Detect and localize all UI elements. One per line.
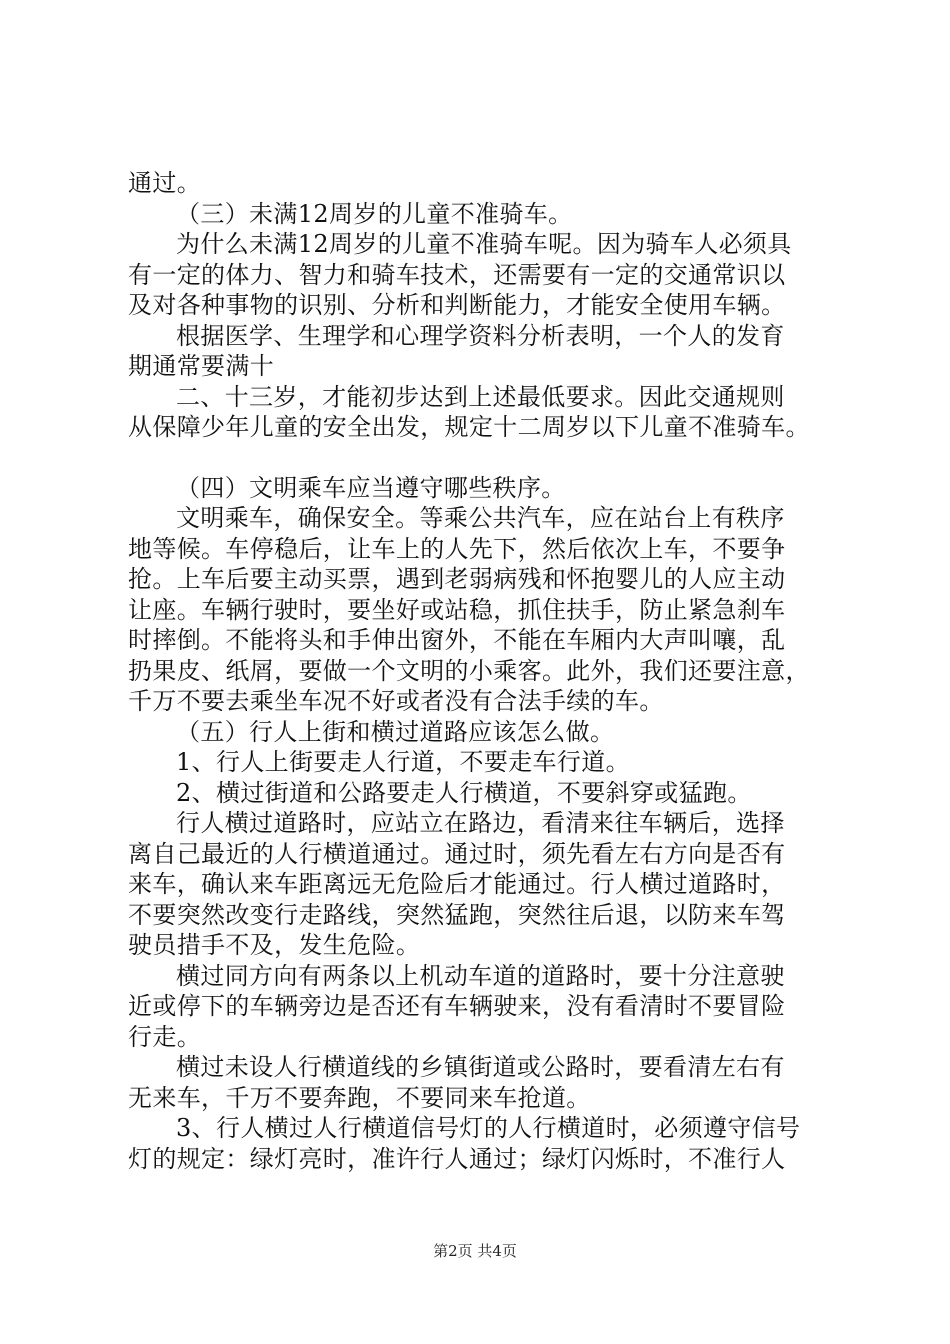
document-body bbox=[128, 168, 838, 1174]
text-line: 近或停下的车辆旁边是否还有车辆驶来，没有看清时不要冒险 bbox=[128, 992, 786, 1020]
text-line: 来车，确认来车距离远无危险后才能通过。行人横过道路时， bbox=[128, 870, 786, 898]
text-line: 让座。车辆行驶时，要坐好或站稳，抓住扶手，防止紧急刹车 bbox=[128, 595, 786, 624]
text-line: 扔果皮、纸屑，要做一个文明的小乘客。此外，我们还要注意， bbox=[128, 656, 810, 685]
text-line: 横过未设人行横道线的乡镇街道或公路时，要看清左右有 bbox=[176, 1053, 785, 1081]
text-line: 驶员措手不及，发生危险。 bbox=[128, 931, 421, 959]
text-line: 文明乘车，确保安全。等乘公共汽车，应在站台上有秩序 bbox=[176, 504, 785, 532]
text-line: 地等候。车停稳后，让车上的人先下，然后依次上车，不要争 bbox=[128, 534, 786, 563]
text-line: 有一定的体力、智力和骑车技术，还需要有一定的交通常识以 bbox=[128, 260, 786, 289]
text-line: 横过同方向有两条以上机动车道的道路时，要十分注意驶 bbox=[176, 961, 785, 990]
text-line: 根据医学、生理学和心理学资料分析表明，一个人的发育 bbox=[176, 321, 785, 350]
text-line: 时摔倒。不能将头和手伸出窗外，不能在车厢内大声叫嚷，乱 bbox=[128, 626, 786, 654]
paragraph-gap bbox=[128, 443, 838, 473]
text-line: 行人横过道路时，应站立在路边，看清来往车辆后，选择 bbox=[176, 809, 785, 837]
text-line: 灯的规定：绿灯亮时，准许行人通过；绿灯闪烁时，不准行人 bbox=[128, 1144, 786, 1173]
list-item: 1、行人上街要走人行道，不要走车行道。 bbox=[176, 748, 630, 776]
page-number-footer: 第2页 共4页 bbox=[433, 1242, 517, 1260]
text-line: 千万不要去乘坐车况不好或者没有合法手续的车。 bbox=[128, 687, 664, 715]
section-heading-3: （三）未满12周岁的儿童不准骑车。 bbox=[176, 199, 573, 228]
text-line: 离自己最近的人行横道通过。通过时，须先看左右方向是否有 bbox=[128, 839, 786, 868]
list-item: 3、行人横过人行横道信号灯的人行横道时，必须遵守信号 bbox=[176, 1114, 801, 1142]
text-line: 无来车，千万不要奔跑，不要同来车抢道。 bbox=[128, 1083, 591, 1112]
section-heading-5: （五）行人上街和横过道路应该怎么做。 bbox=[176, 717, 615, 746]
text-line: 二、十三岁，才能初步达到上述最低要求。因此交通规则 bbox=[176, 382, 785, 411]
text-line: 为什么未满12周岁的儿童不准骑车呢。因为骑车人必须具 bbox=[176, 230, 792, 258]
list-item: 2、横过街道和公路要走人行横道，不要斜穿或猛跑。 bbox=[176, 778, 752, 807]
text-line: 抢。上车后要主动买票，遇到老弱病残和怀抱婴儿的人应主动 bbox=[128, 565, 786, 593]
section-heading-4: （四）文明乘车应当遵守哪些秩序。 bbox=[176, 473, 566, 502]
text-line: 期通常要满十 bbox=[128, 352, 275, 380]
text-line: 行走。 bbox=[128, 1022, 202, 1051]
text-line: 及对各种事物的识别、分析和判断能力，才能安全使用车辆。 bbox=[128, 291, 786, 319]
text-line: 通过。 bbox=[128, 169, 202, 197]
text-line: 从保障少年儿童的安全出发，规定十二周岁以下儿童不准骑车。 bbox=[128, 413, 810, 441]
text-line: 不要突然改变行走路线，突然猛跑，突然往后退，以防来车驾 bbox=[128, 900, 786, 929]
